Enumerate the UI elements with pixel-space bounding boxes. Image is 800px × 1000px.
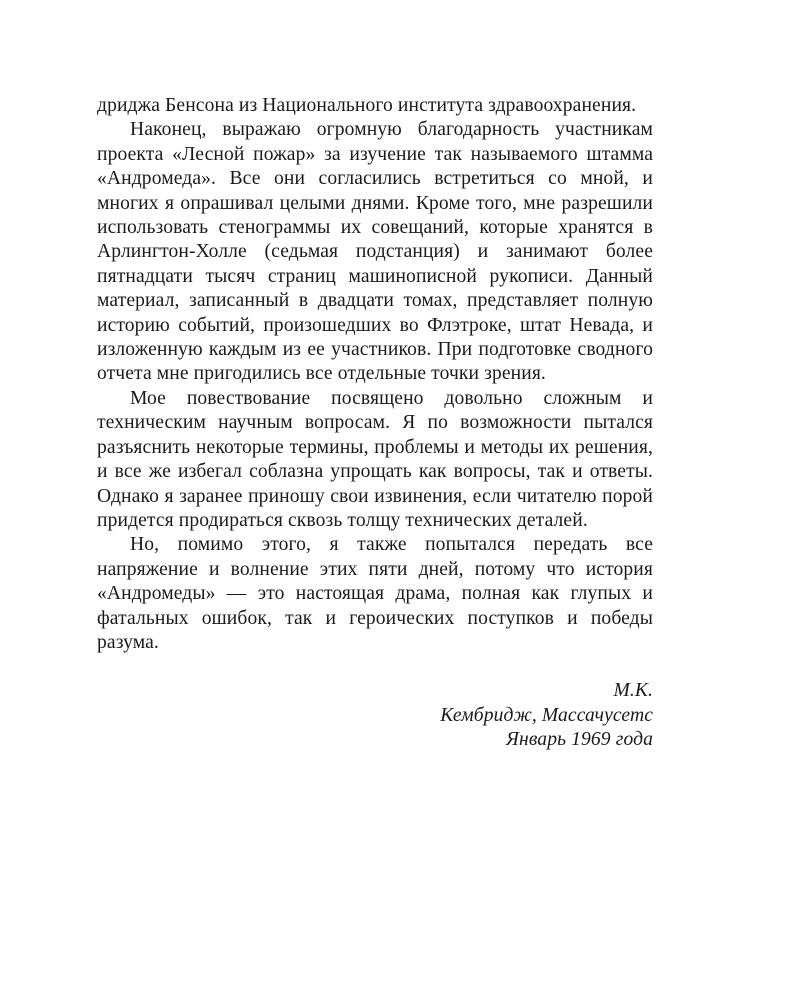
paragraph-2: Наконец, выражаю огромную благодарность участникам проекта «Лесной пожар» за изучение так называемого штамма «Андромеда». Все они согласились встретиться со мной, и многих я опрашивал целыми днями. Кроме того, мне разрешили использовать стенограммы их совещаний, которые хранятся в Арлингтон-Холле (седьмая подстанция) и занимают более пятнадцати тысяч страниц машинописной рукописи. Данный материал, записанный в двадцати томах, представляет полную историю событий, произошедших во Флэтроке, штат Невада, и изложенную каждым из ее участников. При подготовке сводного отчета мне пригодились все отдельные точки зрения. bbox=[97, 119, 653, 385]
paragraph-3: Мое повествование посвящено довольно сложным и техническим научным вопросам. Я по возможности пытался разъяснить некоторые термины, проблемы и методы их решения, и все же избегал соблазна упрощать как вопросы, так и ответы. Однако я заранее приношу свои извинения, если читателю порой придется продираться сквозь толщу технических деталей. bbox=[97, 387, 653, 531]
paragraph-1: дриджа Бенсона из Национального института здравоохранения. bbox=[97, 95, 637, 116]
page-body bbox=[97, 94, 653, 753]
paragraph-4: Но, помимо этого, я также попытался передать все напряжение и волнение этих пяти дней, потому что история «Андромеды» — это настоящая драма, полная как глупых и фатальных ошибок, так и героических поступков и победы разума. bbox=[97, 534, 653, 653]
signature-block bbox=[97, 679, 653, 752]
signature-place: Кембридж, Массачусетс bbox=[440, 704, 653, 726]
signature-date: Январь 1969 года bbox=[506, 729, 653, 751]
signature-initials: М.К. bbox=[613, 680, 653, 702]
